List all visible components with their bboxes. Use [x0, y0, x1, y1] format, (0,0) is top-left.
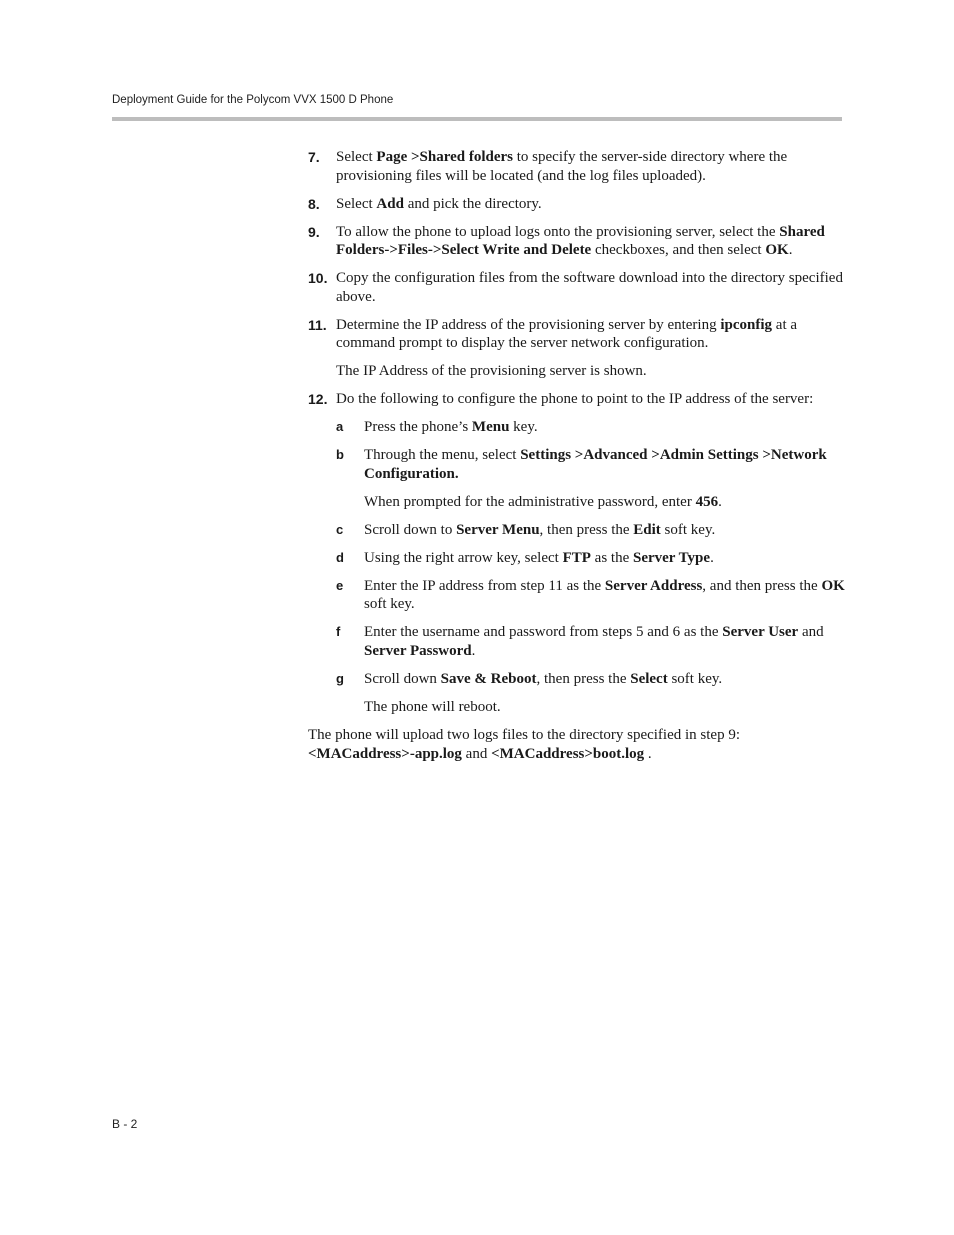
substep-c: [336, 521, 848, 540]
header-rule: [112, 117, 842, 121]
substep-text: Scroll down Save & Reboot, then press the Select soft key.: [364, 670, 723, 687]
step-number: 9.: [308, 223, 320, 240]
substep-letter: e: [336, 577, 344, 593]
substep-text: Through the menu, select Settings >Advanced >Admin Settings >Network Configuration.: [364, 447, 827, 482]
step-9: [308, 223, 848, 260]
substep-text: Press the phone’s Menu key.: [364, 419, 538, 435]
step-11: [308, 316, 848, 381]
substep-e: [336, 577, 848, 614]
substep-text: Using the right arrow key, select FTP as the Server Type.: [364, 549, 714, 566]
step-number: 12.: [308, 391, 328, 407]
substep-text: Scroll down to Server Menu, then press the Edit soft key.: [364, 521, 716, 538]
step-text: Select Page >Shared folders to specify the server-side directory where the provisioning files will be located (and the log files uploaded).: [336, 149, 788, 184]
substep-text: Enter the username and password from steps 5 and 6 as the Server User and Server Password.: [364, 624, 824, 659]
substep-f: [336, 623, 848, 660]
substep-d: [336, 549, 848, 568]
substep-letter: c: [336, 521, 344, 537]
step-text: Copy the configuration files from the software download into the directory specified above.: [336, 270, 843, 305]
substep-letter: b: [336, 447, 344, 462]
substep-letter: a: [336, 419, 344, 434]
step-note: The IP Address of the provisioning server is shown.: [336, 363, 647, 379]
substep-note: When prompted for the administrative password, enter 456.: [364, 493, 722, 510]
step-text: Determine the IP address of the provisioning server by entering ipconfig at a command prompt to display the server network configuration.: [336, 316, 798, 351]
step-text: To allow the phone to upload logs onto the provisioning server, select the Shared Folders->Files->Select Write and Delete checkboxes, and then select OK.: [336, 223, 825, 258]
substep-a: [336, 418, 848, 437]
step-number: 7.: [308, 149, 320, 165]
step-12: [308, 390, 848, 716]
step-text: Do the following to configure the phone to point to the IP address of the server:: [336, 391, 814, 407]
substep-text: Enter the IP address from step 11 as the Server Address, and then press the OK soft key.: [364, 577, 845, 612]
page-number: B - 2: [112, 1117, 138, 1131]
step-number: 8.: [308, 195, 320, 212]
substep-note: The phone will reboot.: [364, 698, 501, 715]
step-7: [308, 148, 848, 185]
substep-letter: g: [336, 670, 344, 686]
page-header: Deployment Guide for the Polycom VVX 1500 D Phone: [112, 94, 394, 106]
step-10: [308, 269, 848, 306]
closing-paragraph: The phone will upload two logs files to the directory specified in step 9: <MACaddress>-app.log and <MACaddress>boot.log .: [308, 727, 740, 762]
step-number: 10.: [308, 270, 328, 286]
document-body: [308, 148, 848, 763]
step-number: 11.: [308, 316, 327, 333]
step-text: Select Add and pick the directory.: [336, 195, 542, 212]
substep-b: [336, 446, 848, 511]
step-8: [308, 195, 848, 214]
substep-letter: d: [336, 549, 344, 565]
substep-g: [336, 670, 848, 717]
substep-letter: f: [336, 624, 341, 639]
